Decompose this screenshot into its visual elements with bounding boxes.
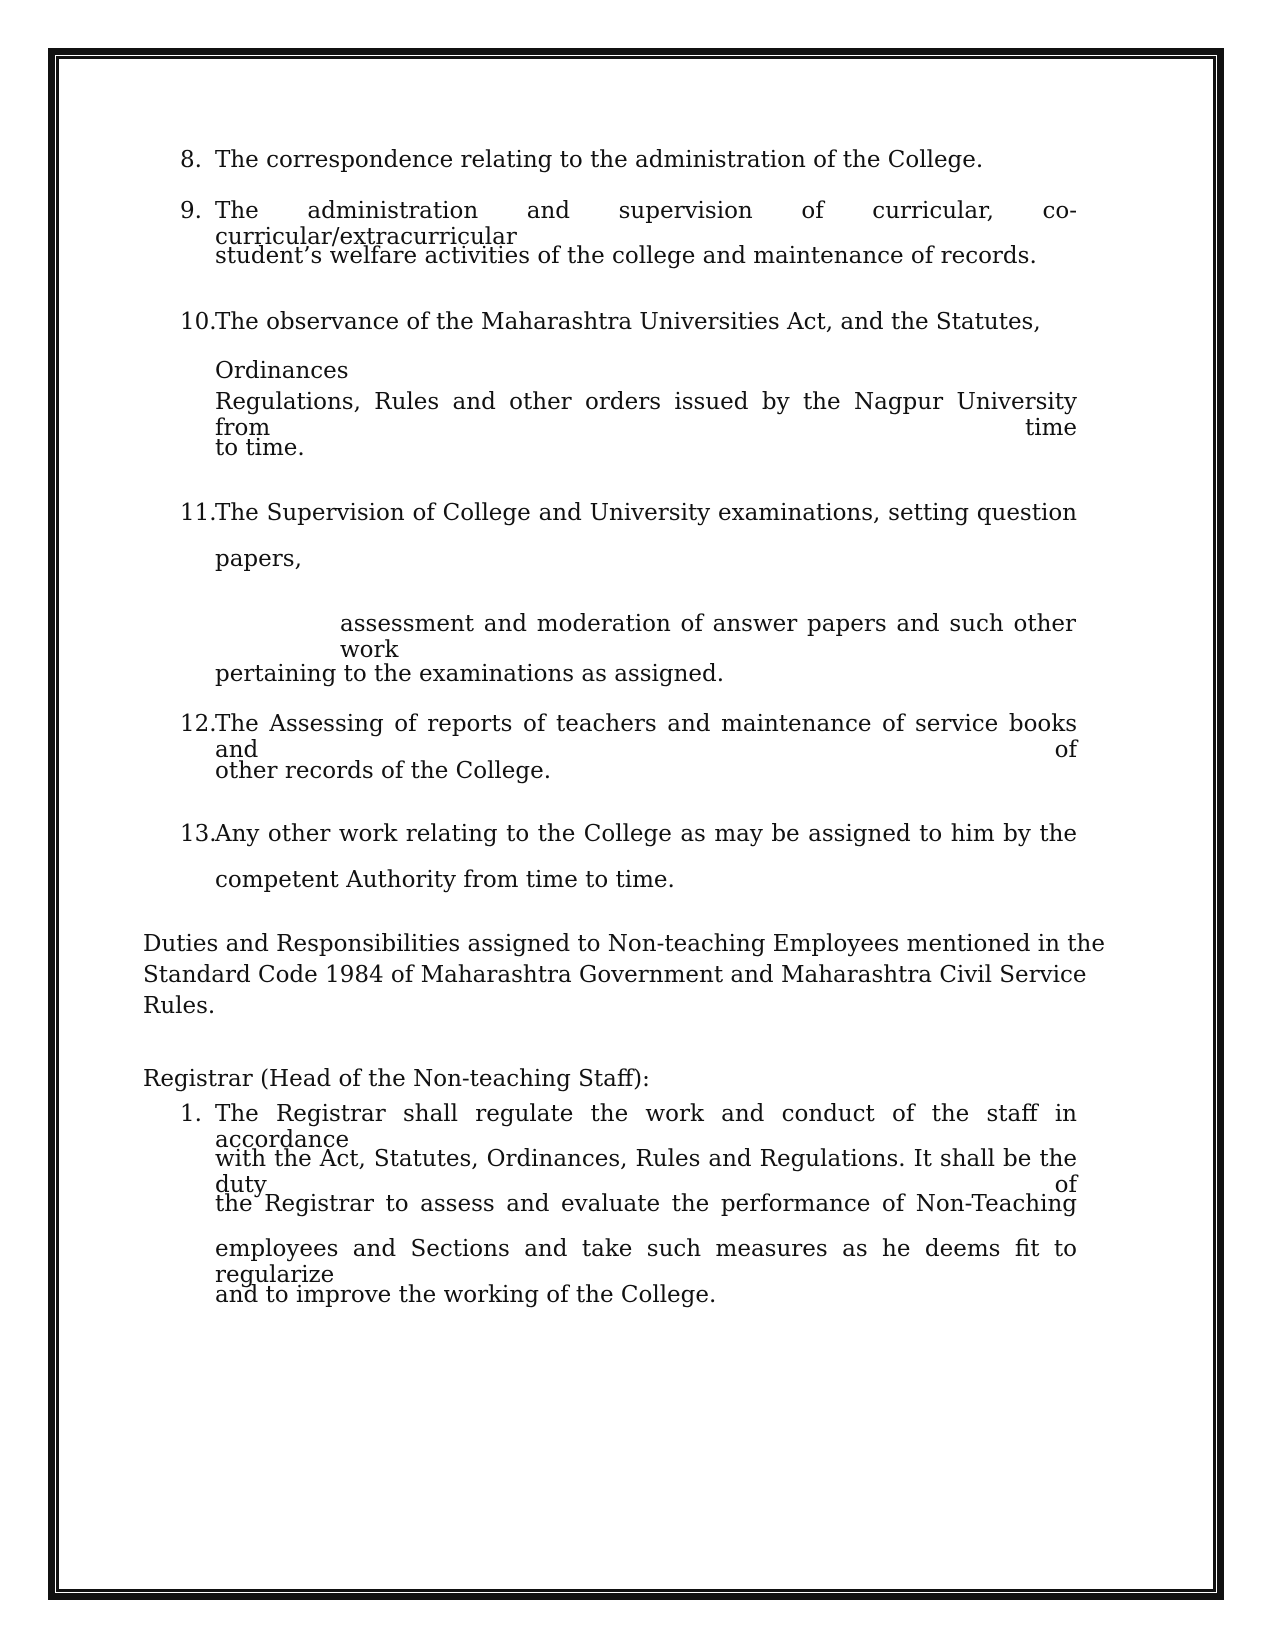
list-item-line: The correspondence relating to the administration of the College. — [215, 147, 984, 173]
list-item-line: The Assessing of reports of teachers and maintenance of service books and of — [215, 711, 1077, 763]
list-item-line: The Supervision of College and University examinations, setting question — [215, 500, 1077, 526]
list-item-line: competent Authority from time to time. — [215, 867, 675, 893]
list-item-line: other records of the College. — [215, 758, 552, 784]
list-item-line: with the Act, Statutes, Ordinances, Rules and Regulations. It shall be the duty of — [215, 1146, 1077, 1198]
list-item-line: The observance of the Maharashtra Universities Act, and the Statutes, — [215, 309, 1041, 335]
list-number: 13. — [180, 821, 217, 847]
list-item-line: papers, — [215, 546, 302, 572]
list-number: 1. — [180, 1101, 202, 1127]
list-item-line: Any other work relating to the College as may be assigned to him by the — [215, 821, 1077, 847]
list-item-line: and to improve the working of the College. — [215, 1282, 717, 1308]
list-item-line: The administration and supervision of curricular, co-curricular/extracurricular — [215, 198, 1077, 250]
list-item-line: Regulations, Rules and other orders issued by the Nagpur University from time — [215, 389, 1077, 441]
paragraph-line: Duties and Responsibilities assigned to Non-teaching Employees mentioned in the — [143, 931, 1105, 957]
list-item-line: pertaining to the examinations as assigned. — [215, 661, 725, 687]
list-number: 10. — [180, 309, 217, 335]
list-number: 11. — [180, 500, 217, 526]
paragraph-line: Rules. — [143, 993, 216, 1019]
list-number: 12. — [180, 711, 217, 737]
list-item-line: the Registrar to assess and evaluate the performance of Non-Teaching — [215, 1191, 1077, 1217]
list-number: 9. — [180, 198, 202, 224]
section-heading: Registrar (Head of the Non-teaching Staff): — [143, 1066, 650, 1092]
list-number: 8. — [180, 147, 202, 173]
list-item-line: employees and Sections and take such measures as he deems fit to regularize — [215, 1236, 1077, 1288]
paragraph-line: Standard Code 1984 of Maharashtra Government and Maharashtra Civil Service — [143, 962, 1087, 988]
list-item-line: to time. — [215, 435, 305, 461]
list-item-line: Ordinances — [215, 358, 349, 384]
list-item-line: student’s welfare activities of the college and maintenance of records. — [215, 243, 1037, 269]
list-item-line: assessment and moderation of answer papers and such other work — [340, 611, 1076, 663]
list-item-line: The Registrar shall regulate the work and conduct of the staff in accordance — [215, 1101, 1077, 1153]
